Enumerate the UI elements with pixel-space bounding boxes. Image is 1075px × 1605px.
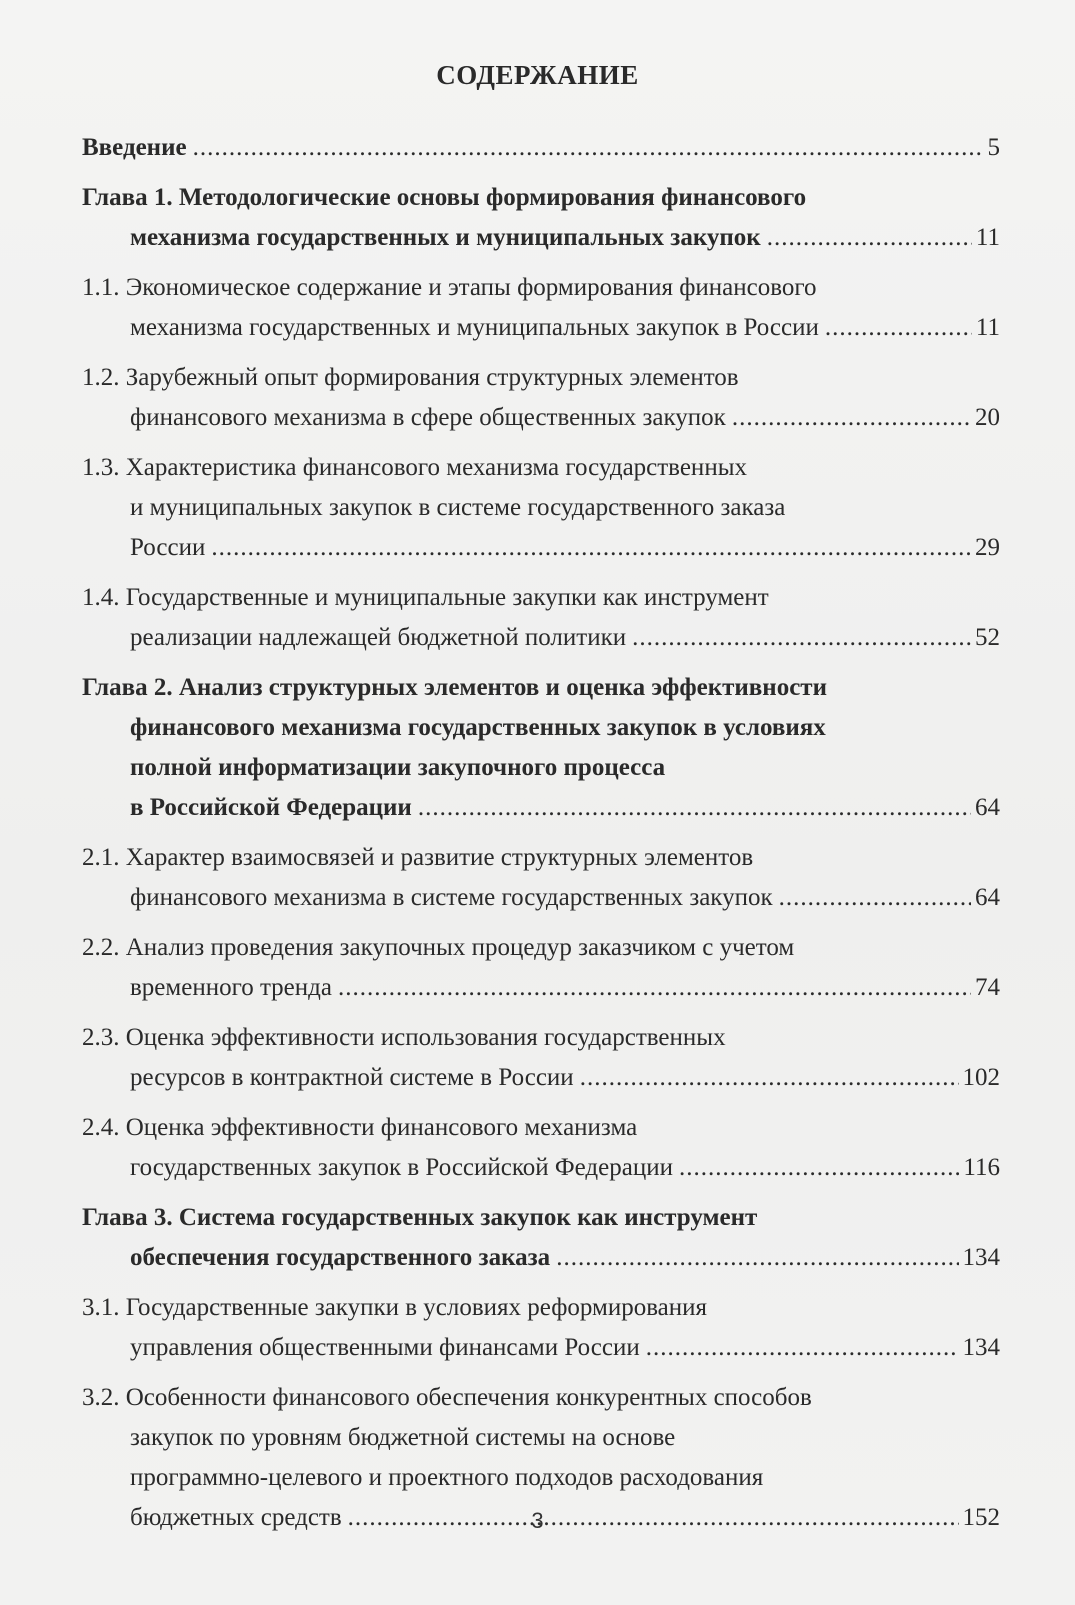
toc-entry-title: управления общественными финансами России xyxy=(130,1334,640,1361)
toc-entry-line: 1.2. Зарубежный опыт формирования структурных элементов xyxy=(82,364,739,391)
toc-entry-last-line xyxy=(82,1058,1000,1098)
toc-entry-title: временного тренда xyxy=(130,974,332,1001)
dot-leader xyxy=(825,308,972,348)
toc-page-number: 52 xyxy=(975,624,1000,651)
toc-entry-line: 2.3. Оценка эффективности использования государственных xyxy=(82,1024,726,1051)
toc-section-entry xyxy=(82,448,1000,568)
toc-entry-title: реализации надлежащей бюджетной политики xyxy=(130,624,627,651)
toc-entry-last-line xyxy=(82,1148,1000,1188)
toc-entry-title: бюджетных средств xyxy=(130,1504,342,1531)
toc-page-number: 11 xyxy=(975,224,1000,251)
toc-entry-title: механизма государственных и муниципальных закупок в России xyxy=(130,314,819,341)
dot-leader xyxy=(211,528,971,568)
toc-entry-title: механизма государственных и муниципальных закупок xyxy=(130,224,761,251)
toc-page-number: 64 xyxy=(975,794,1000,821)
toc-page-number: 29 xyxy=(975,534,1000,561)
dot-leader xyxy=(767,218,972,258)
toc-entry-title: Введение xyxy=(82,134,187,161)
toc-page-number: 102 xyxy=(962,1064,1000,1091)
toc-chapter-entry xyxy=(82,178,1000,258)
toc-entry-last-line xyxy=(82,128,1000,168)
toc-entry-last-line xyxy=(82,528,1000,568)
toc-entry-line: программно-целевого и проектного подходов расходования xyxy=(130,1464,764,1491)
toc-entry-line: 3.2. Особенности финансового обеспечения конкурентных способов xyxy=(82,1384,812,1411)
toc-section-entry xyxy=(82,1288,1000,1368)
toc-entry-line: Глава 3. Система государственных закупок как инструмент xyxy=(82,1204,758,1231)
toc-entry-line: 1.4. Государственные и муниципальные закупки как инструмент xyxy=(82,584,769,611)
toc-entry-title: в Российской Федерации xyxy=(130,794,412,821)
toc-chapter-entry xyxy=(82,668,1000,828)
toc-entry-line: 2.2. Анализ проведения закупочных процедур заказчиком с учетом xyxy=(82,934,795,961)
toc-page-number: 116 xyxy=(963,1154,1000,1181)
toc-page-number: 5 xyxy=(987,134,1000,161)
toc-entry-line: полной информатизации закупочного процесса xyxy=(130,754,666,781)
toc-entry-line: 2.4. Оценка эффективности финансового механизма xyxy=(82,1114,638,1141)
toc-section-entry xyxy=(82,1018,1000,1098)
dot-leader xyxy=(646,1328,959,1368)
toc-chapter-entry xyxy=(82,1198,1000,1278)
toc-entry-line: 2.1. Характер взаимосвязей и развитие структурных элементов xyxy=(82,844,754,871)
toc-section-entry xyxy=(82,578,1000,658)
toc-entry-title: ресурсов в контрактной системе в России xyxy=(130,1064,574,1091)
toc-entry-last-line xyxy=(82,1238,1000,1278)
dot-leader xyxy=(556,1238,958,1278)
dot-leader xyxy=(679,1148,959,1188)
page-title: СОДЕРЖАНИЕ xyxy=(436,60,639,90)
toc-page-number: 134 xyxy=(962,1244,1000,1271)
toc-entry-line: 1.3. Характеристика финансового механизма государственных xyxy=(82,454,747,481)
dot-leader xyxy=(779,878,971,918)
toc-page-number: 74 xyxy=(975,974,1000,1001)
dot-leader xyxy=(193,128,984,168)
dot-leader xyxy=(632,618,971,658)
toc-page-number: 134 xyxy=(962,1334,1000,1361)
toc-entry-title: обеспечения государственного заказа xyxy=(130,1244,551,1271)
toc-entry-line: закупок по уровням бюджетной системы на основе xyxy=(130,1424,676,1451)
toc-chapter-entry xyxy=(82,128,1000,168)
toc-page-number: 64 xyxy=(975,884,1000,911)
toc-entry-last-line xyxy=(82,788,1000,828)
toc-entry-last-line xyxy=(82,398,1000,438)
page-number: 3 xyxy=(531,1508,544,1533)
dot-leader xyxy=(580,1058,959,1098)
toc-section-entry xyxy=(82,358,1000,438)
toc-section-entry xyxy=(82,268,1000,348)
dot-leader xyxy=(338,968,971,1008)
toc-entry-line: 1.1. Экономическое содержание и этапы формирования финансового xyxy=(82,274,817,301)
toc-entry-line: финансового механизма государственных закупок в условиях xyxy=(130,714,826,741)
toc-entry-last-line xyxy=(82,878,1000,918)
toc-entry-last-line xyxy=(82,1328,1000,1368)
dot-leader xyxy=(732,398,971,438)
toc-entry-title: финансового механизма в сфере общественных закупок xyxy=(130,404,726,431)
toc-entry-last-line xyxy=(82,968,1000,1008)
toc-section-entry xyxy=(82,1108,1000,1188)
toc-entry-line: Глава 2. Анализ структурных элементов и оценка эффективности xyxy=(82,674,827,701)
toc-section-entry xyxy=(82,928,1000,1008)
toc-entry-line: и муниципальных закупок в системе государственного заказа xyxy=(130,494,786,521)
toc-page-number: 152 xyxy=(962,1504,1000,1531)
toc-entry-title: финансового механизма в системе государственных закупок xyxy=(130,884,773,911)
toc-page-number: 11 xyxy=(975,314,1000,341)
toc-entry-last-line xyxy=(82,618,1000,658)
toc-entry-line: Глава 1. Методологические основы формирования финансового xyxy=(82,184,807,211)
toc-page-number: 20 xyxy=(975,404,1000,431)
dot-leader xyxy=(418,788,971,828)
table-of-contents xyxy=(82,128,1000,1548)
toc-entry-title: государственных закупок в Российской Федерации xyxy=(130,1154,673,1181)
toc-entry-last-line xyxy=(82,308,1000,348)
toc-entry-title: России xyxy=(130,534,206,561)
toc-entry-line: 3.1. Государственные закупки в условиях реформирования xyxy=(82,1294,708,1321)
toc-entry-last-line xyxy=(82,218,1000,258)
toc-section-entry xyxy=(82,838,1000,918)
